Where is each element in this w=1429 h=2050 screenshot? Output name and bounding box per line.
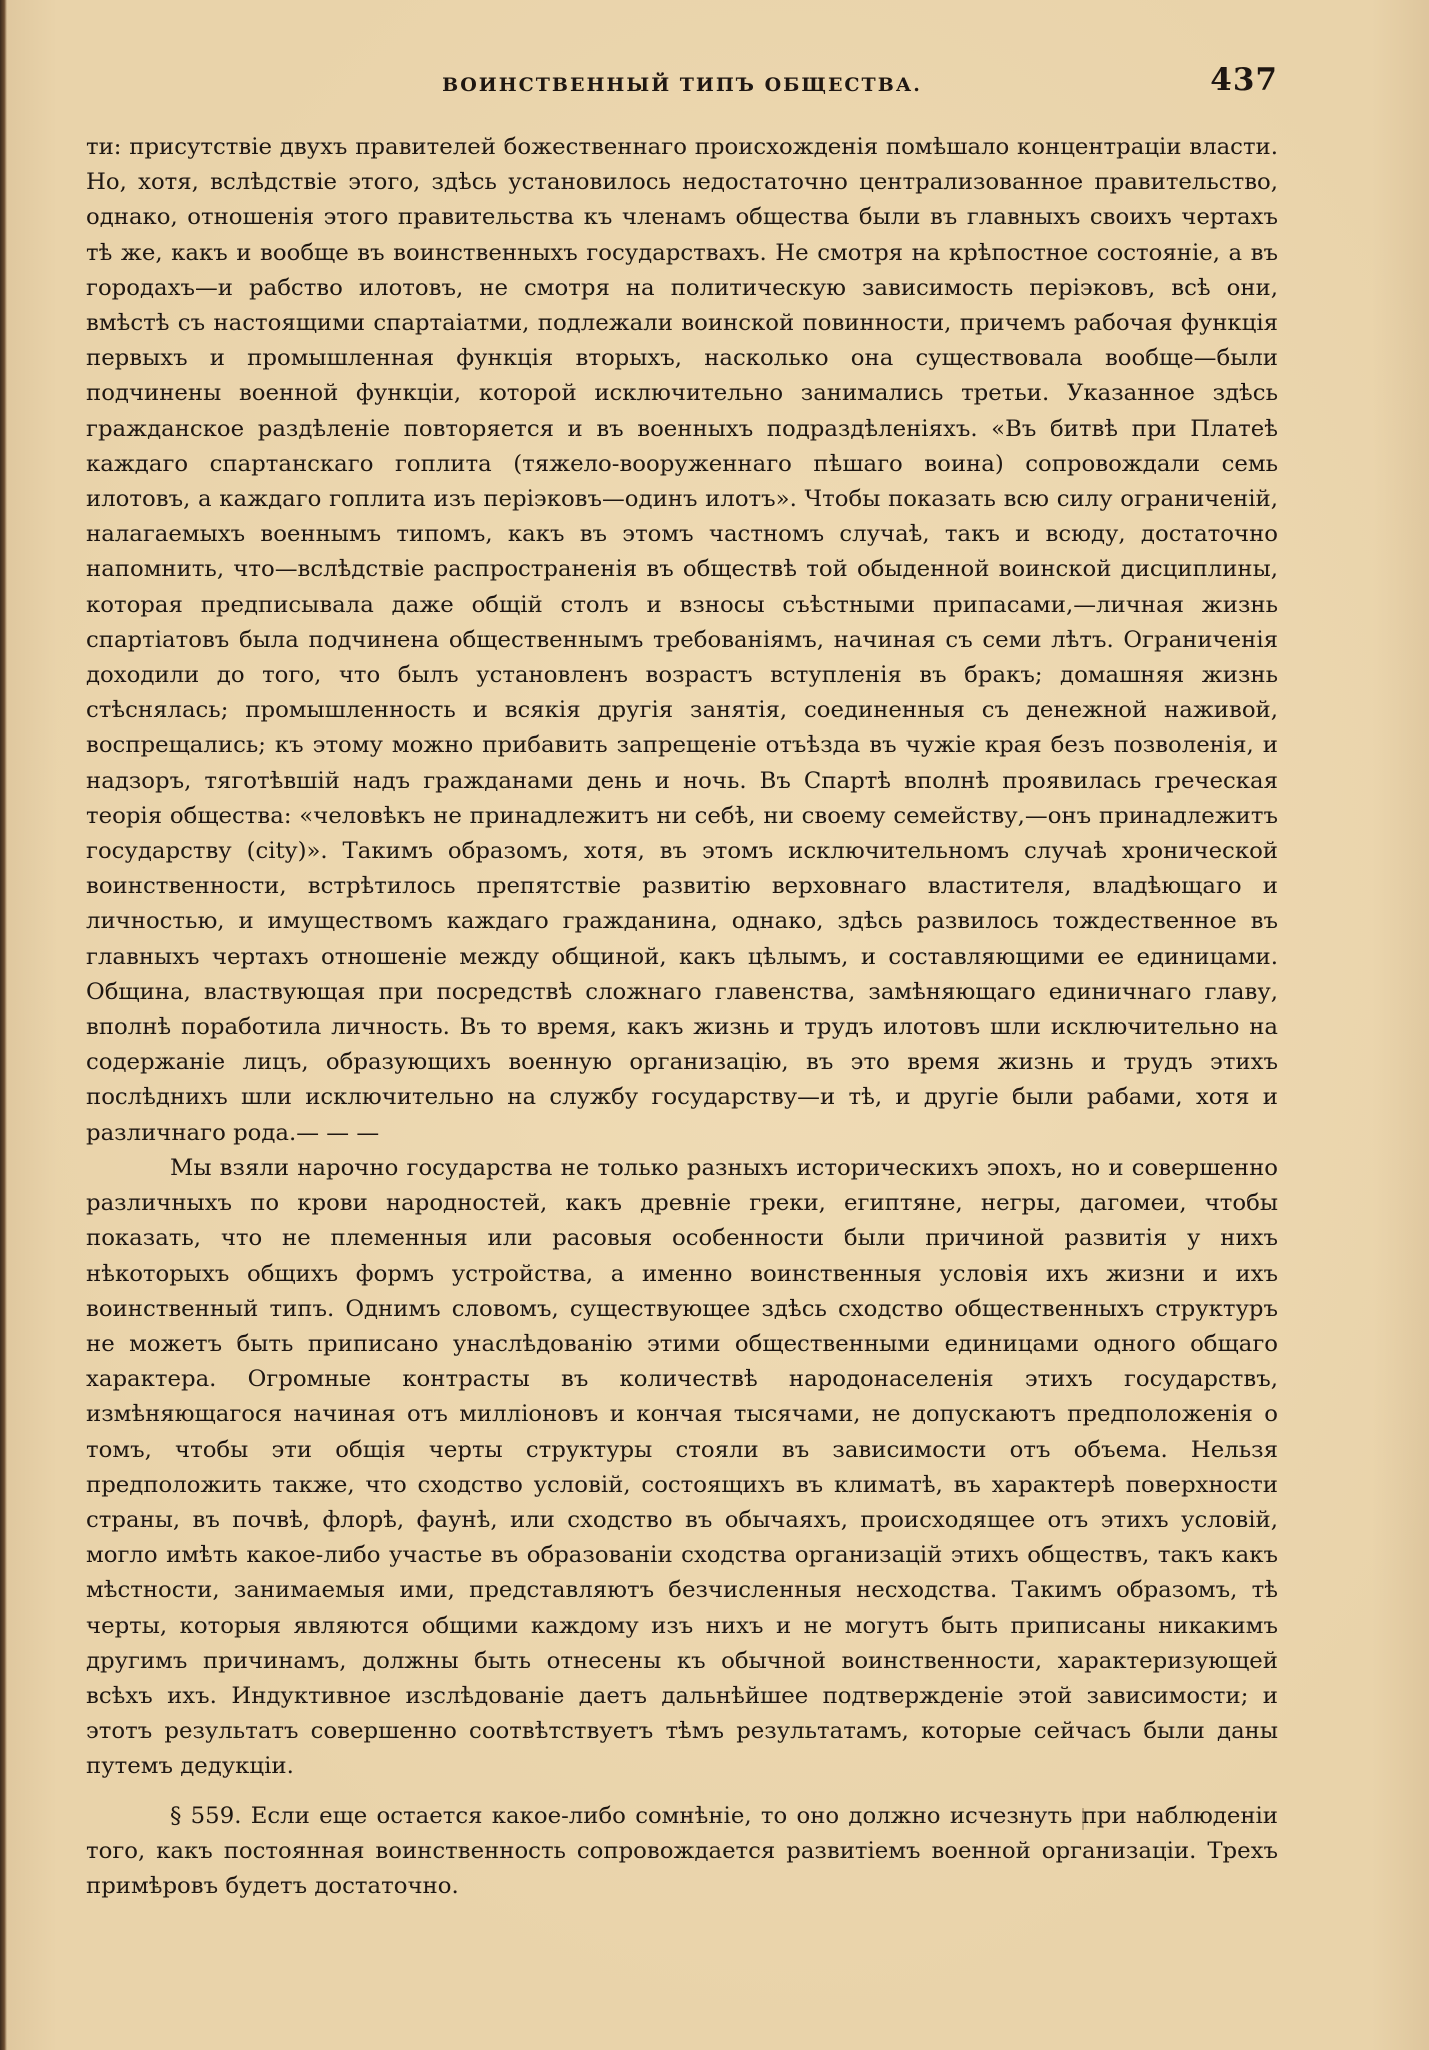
margin-mark xyxy=(1082,1808,1084,1830)
running-header xyxy=(86,62,1278,112)
section-559-paragraph: § 559. Если еще остается какое-либо сомнѣніе, то оно должно исчезнуть при наблюденіи того, какъ постоянная воинственность сопровождается развитіемъ военной организаціи. Трехъ примѣровъ будетъ достаточно. xyxy=(86,1802,1278,1899)
running-title: ВОИНСТВЕННЫЙ ТИПЪ ОБЩЕСТВА. xyxy=(442,74,922,96)
paragraph-continuation: ти: присутствіе двухъ правителей божественнаго происхожденія помѣшало концентраціи власти. Но, хотя, вслѣдствіе этого, здѣсь установилось недостаточно централизованное правительство, однако, отношенія этого правительства къ членамъ общества были въ главныхъ своихъ чертахъ тѣ же, какъ и вообще въ воинственныхъ государствахъ. Не смотря на крѣпостное состояніе, а въ городахъ—и рабство илотовъ, не смотря на политическую зависимость періэковъ, всѣ они, вмѣстѣ съ настоящими спартаіатми, подлежали воинской повинности, причемъ рабочая функція первыхъ и промышленная функція вторыхъ, насколько она существовала вообще—были подчинены военной функціи, которой исключительно занимались третьи. Указанное здѣсь гражданское раздѣленіе повторяется и въ военныхъ подраздѣленіяхъ. «Въ битвѣ при Платеѣ каждаго спартанскаго гоплита (тяжело-вооруженнаго пѣшаго воина) сопровождали семь илотовъ, а каждаго гоплита изъ періэковъ—одинъ илотъ». Чтобы показать всю силу ограниченій, налагаемыхъ военнымъ типомъ, какъ въ этомъ частномъ случаѣ, такъ и всюду, достаточно напомнить, что—вслѣдствіе распространенія въ обществѣ той обыденной воинской дисциплины, которая предписывала даже общій столъ и взносы съѣстными припасами,—личная жизнь спартіатовъ была подчинена общественнымъ требованіямъ, начиная съ семи лѣтъ. Ограниченія доходили до того, что былъ установленъ возрастъ вступленія въ бракъ; домашняя жизнь стѣснялась; промышленность и всякія другія занятія, соединенныя съ денежной наживой, воспрещались; къ этому можно прибавить запрещеніе отъѣзда въ чужіе края безъ позволенія, и надзоръ, тяготѣвшій надъ гражданами день и ночь. Въ Спартѣ вполнѣ проявилась греческая теорія общества: «человѣкъ не принадлежитъ ни себѣ, ни своему семейству,—онъ принадлежитъ государству (city)». Такимъ образомъ, хотя, въ этомъ исключительномъ случаѣ хронической воинственности, встрѣтилось препятствіе развитію верховнаго властителя, владѣющаго и личностью, и имуществомъ каждаго гражданина, однако, здѣсь развилось тождественное въ главныхъ чертахъ отношеніе между общиной, какъ цѣлымъ, и составляющими ее единицами. Община, властвующая при посредствѣ сложнаго главенства, замѣняющаго единичнаго главу, вполнѣ поработила личность. Въ то время, какъ жизнь и трудъ илотовъ шли исключительно на содержаніе лицъ, образующихъ военную организацію, въ это время жизнь и трудъ этихъ послѣднихъ шли исключительно на службу государству—и тѣ, и другіе были рабами, хотя и различнаго рода.— — — xyxy=(86,134,1278,1146)
binding-shadow xyxy=(0,0,7,2050)
page-number: 437 xyxy=(1210,62,1278,98)
body-text xyxy=(86,130,1278,1904)
paragraph: Мы взяли нарочно государства не только разныхъ историческихъ эпохъ, но и совершенно различныхъ по крови народностей, какъ древніе греки, египтяне, негры, дагомеи, чтобы показать, что не племенныя или расовыя особенности были причиной развитія у нихъ нѣкоторыхъ общихъ формъ устройства, а именно воинственныя условія ихъ жизни и ихъ воинственный типъ. Однимъ словомъ, существующее здѣсь сходство общественныхъ структуръ не можетъ быть приписано унаслѣдованію этими общественными единицами одного общаго характера. Огромные контрасты въ количествѣ народонаселенія этихъ государствъ, измѣняющагося начиная отъ милліоновъ и кончая тысячами, не допускаютъ предположенія о томъ, чтобы эти общія черты структуры стояли въ зависимости отъ объема. Нельзя предположить также, что сходство условій, состоящихъ въ климатѣ, въ характерѣ поверхности страны, въ почвѣ, флорѣ, фаунѣ, или сходство въ обычаяхъ, происходящее отъ этихъ условій, могло имѣть какое-либо участье въ образованіи сходства организацій этихъ обществъ, такъ какъ мѣстности, занимаемыя ими, представляютъ безчисленныя несходства. Такимъ образомъ, тѣ черты, которыя являются общими каждому изъ нихъ и не могутъ быть приписаны никакимъ другимъ причинамъ, должны быть отнесены къ обычной воинственности, характеризующей всѣхъ ихъ. Индуктивное изслѣдованіе даетъ дальнѣйшее подтвержденіе этой зависимости; и этотъ результатъ совершенно соотвѣтствуетъ тѣмъ результатамъ, которые сейчасъ были даны путемъ дедукціи. xyxy=(86,1154,1278,1780)
